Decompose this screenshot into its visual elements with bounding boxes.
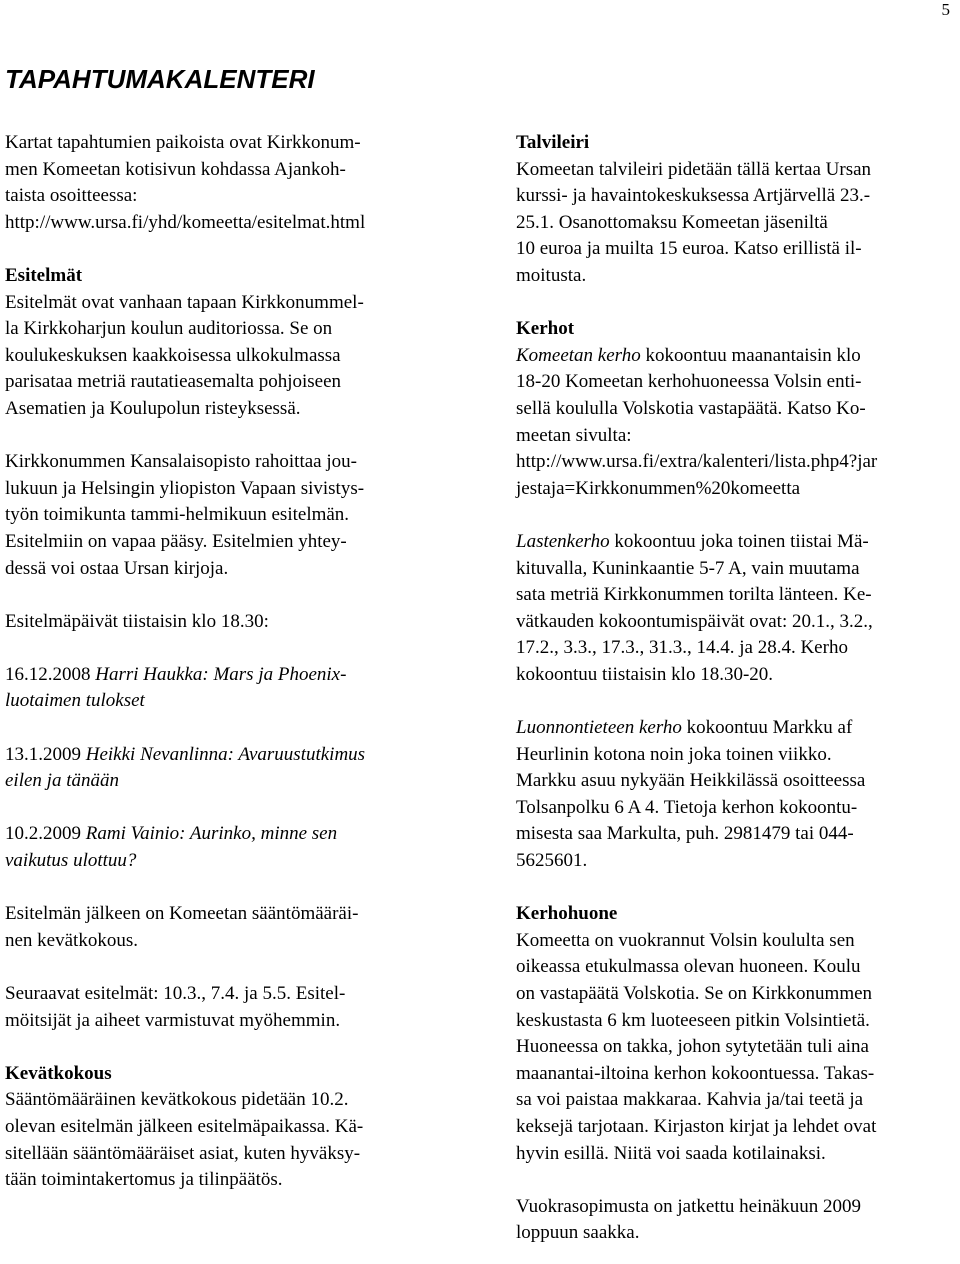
text-line: on vastapäätä Volskotia. Se on Kirkkonummen [516, 983, 873, 1004]
kevatkokous-heading: Kevätkokous [5, 1062, 112, 1084]
luonnontieteen-paragraph [516, 715, 956, 875]
kerhot-section [516, 316, 956, 502]
text-line: Esitelmiin on vapaa pääsy. Esitelmien yhtey- [5, 530, 347, 552]
page-number: 5 [941, 0, 950, 19]
luonnontieteen-name: Luonnontieteen kerho [516, 717, 682, 739]
text-line: kokoontuu maanantaisin klo [640, 344, 861, 366]
text-line: Heurlinin kotona noin joka toinen viikko. [516, 743, 832, 765]
text-line: Tolsanpolku 6 A 4. Tietoja kerhon kokoontu- [516, 796, 858, 818]
vuokrasopimus-paragraph [516, 1194, 956, 1247]
text-line: 10 euroa ja muilta 15 euroa. Katso erillistä il- [516, 238, 862, 260]
text-line: Seuraavat esitelmät: 10.3., 7.4. ja 5.5. Esitel- [5, 983, 346, 1004]
lecture-title: Heikki Nevanlinna: Avaruustutkimus [85, 743, 366, 765]
text-line: sitellään sääntömääräiset asiat, kuten hyväksy- [5, 1142, 361, 1164]
page-title: TAPAHTUMAKALENTERI [5, 64, 315, 94]
text-line: hyvin esillä. Niitä voi saada kotilainaksi. [516, 1142, 826, 1164]
text-line: kokoontuu tiistaisin klo 18.30-20. [516, 663, 774, 685]
text-line: dessä voi ostaa Ursan kirjoja. [5, 557, 229, 579]
text-line: misesta saa Markulta, puh. 2981479 tai 044- [516, 823, 854, 845]
text-line: lukuun ja Helsingin yliopiston Vapaan sivistys- [5, 477, 365, 499]
text-line: 17.2., 3.3., 17.3., 31.3., 14.4. ja 28.4. Kerho [516, 637, 848, 659]
next-lectures-paragraph [5, 981, 475, 1034]
lecture-title-cont: vaikutus ulottuu? [5, 850, 137, 872]
text-line: sata metriä Kirkkonummen torilta länteen. Ke- [516, 584, 872, 606]
text-line: Kirkkonummen Kansalaisopisto rahoittaa jou- [5, 451, 357, 473]
text-line: 25.1. Osanottomaksu Komeetan jäseniltä [516, 211, 828, 233]
text-line: Markku asuu nykyään Heikkilässä osoitteessa [516, 770, 866, 792]
kerhohuone-section [516, 901, 956, 1167]
after-lecture-paragraph [5, 901, 475, 954]
text-line: tään toimintakertomus ja tilinpäätös. [5, 1169, 283, 1191]
kansalaisopisto-paragraph [5, 449, 475, 582]
kerhot-heading: Kerhot [516, 318, 575, 340]
text-line: Vuokrasopimusta on jatkettu heinäkuun 2009 [516, 1195, 862, 1217]
text-line: Kartat tapahtumien paikoista ovat Kirkkonum- [5, 132, 361, 153]
text-line: 5625601. [516, 850, 588, 872]
lecture-date: 16.12.2008 [5, 663, 96, 685]
kerhohuone-heading: Kerhohuone [516, 903, 618, 925]
lastenkerho-paragraph [516, 529, 956, 689]
text-line: moitusta. [516, 264, 587, 286]
lecture-item [5, 742, 475, 795]
esitelmapaivat-line: Esitelmäpäivät tiistaisin klo 18.30: [5, 610, 269, 632]
text-line: maanantai-iltoina kerhon kokoontuessa. Takas- [516, 1062, 875, 1084]
text-line: kokoontuu Markku af [681, 717, 853, 739]
lecture-date: 13.1.2009 [5, 743, 86, 765]
text-line: men Komeetan kotisivun kohdassa Ajankoh- [5, 158, 346, 180]
text-line: vätkauden kokoontumispäivät ovat: 20.1., 3.2., [516, 610, 873, 632]
text-line: Komeetta on vuokrannut Volsin koululta sen [516, 929, 855, 951]
text-line: Asematien ja Koulupolun risteyksessä. [5, 397, 301, 419]
talvileiri-section [516, 130, 956, 290]
lecture-title-cont: eilen ja tänään [5, 770, 119, 792]
text-line: loppuun saakka. [516, 1222, 640, 1244]
text-line: keskustasta 6 km luoteeseen pitkin Volsintietä. [516, 1009, 870, 1031]
lecture-title-cont: luotaimen tulokset [5, 690, 145, 712]
lecture-item [5, 662, 475, 715]
text-line: keksejä tarjotaan. Kirjaston kirjat ja lehdet ovat [516, 1115, 877, 1137]
kevatkokous-section [5, 1061, 475, 1194]
esitelmat-heading: Esitelmät [5, 264, 83, 286]
text-line: olevan esitelmän jälkeen esitelmäpaikassa. Kä- [5, 1115, 364, 1137]
text-line: la Kirkkoharjun koulun auditoriossa. Se on [5, 318, 333, 340]
lecture-title: Rami Vainio: Aurinko, minne sen [85, 823, 338, 845]
text-line: 18-20 Komeetan kerhohuoneessa Volsin enti- [516, 371, 862, 393]
text-line: sa voi paistaa makkaraa. Kahvia ja/tai teetä ja [516, 1089, 864, 1111]
text-line: meetan sivulta: [516, 424, 632, 446]
text-line: Komeetan talvileiri pidetään tällä kertaa Ursan [516, 158, 872, 180]
intro-paragraph [5, 130, 475, 236]
talvileiri-heading: Talvileiri [516, 132, 590, 153]
text-line: kurssi- ja havaintokeskuksessa Artjärvellä 23.- [516, 185, 871, 207]
right-column [516, 130, 956, 1247]
text-line: nen kevätkokous. [5, 929, 138, 951]
text-line: sellä koululla Volskotia vastapäätä. Katso Ko- [516, 397, 866, 419]
lecture-item [5, 821, 475, 874]
text-line: möitsijät ja aiheet varmistuvat myöhemmin. [5, 1009, 341, 1031]
kerho-url: jestaja=Kirkkonummen%20komeetta [516, 477, 801, 499]
lecture-date: 10.2.2009 [5, 823, 86, 845]
text-line: oikeassa etukulmassa olevan huoneen. Koulu [516, 956, 861, 978]
text-line: Huoneessa on takka, johon sytytetään tuli aina [516, 1036, 869, 1058]
text-line: kokoontuu joka toinen tiistai Mä- [609, 530, 869, 552]
lecture-title: Harri Haukka: Mars ja Phoenix- [95, 663, 347, 685]
text-line: kituvalla, Kuninkaantie 5-7 A, vain muutama [516, 557, 860, 579]
text-line: Esitelmän jälkeen on Komeetan sääntömääräi- [5, 903, 359, 925]
lastenkerho-name: Lastenkerho [516, 530, 610, 552]
esitelmat-section [5, 263, 475, 423]
left-column [5, 130, 475, 1194]
text-line: työn toimikunta tammi-helmikuun esitelmän. [5, 504, 350, 526]
kerho-name: Komeetan kerho [516, 344, 641, 366]
text-line: parisataa metriä rautatieasemalta pohjoiseen [5, 371, 342, 393]
text-line: Esitelmät ovat vanhaan tapaan Kirkkonummel- [5, 291, 364, 313]
kerho-url: http://www.ursa.fi/extra/kalenteri/lista.php4?jar [516, 451, 878, 473]
map-link-url: http://www.ursa.fi/yhd/komeetta/esitelmat.html [5, 211, 366, 233]
text-line: Sääntömääräinen kevätkokous pidetään 10.2. [5, 1089, 349, 1111]
text-line: koulukeskuksen kaakkoisessa ulkokulmassa [5, 344, 341, 366]
text-line: taista osoitteessa: [5, 185, 138, 207]
